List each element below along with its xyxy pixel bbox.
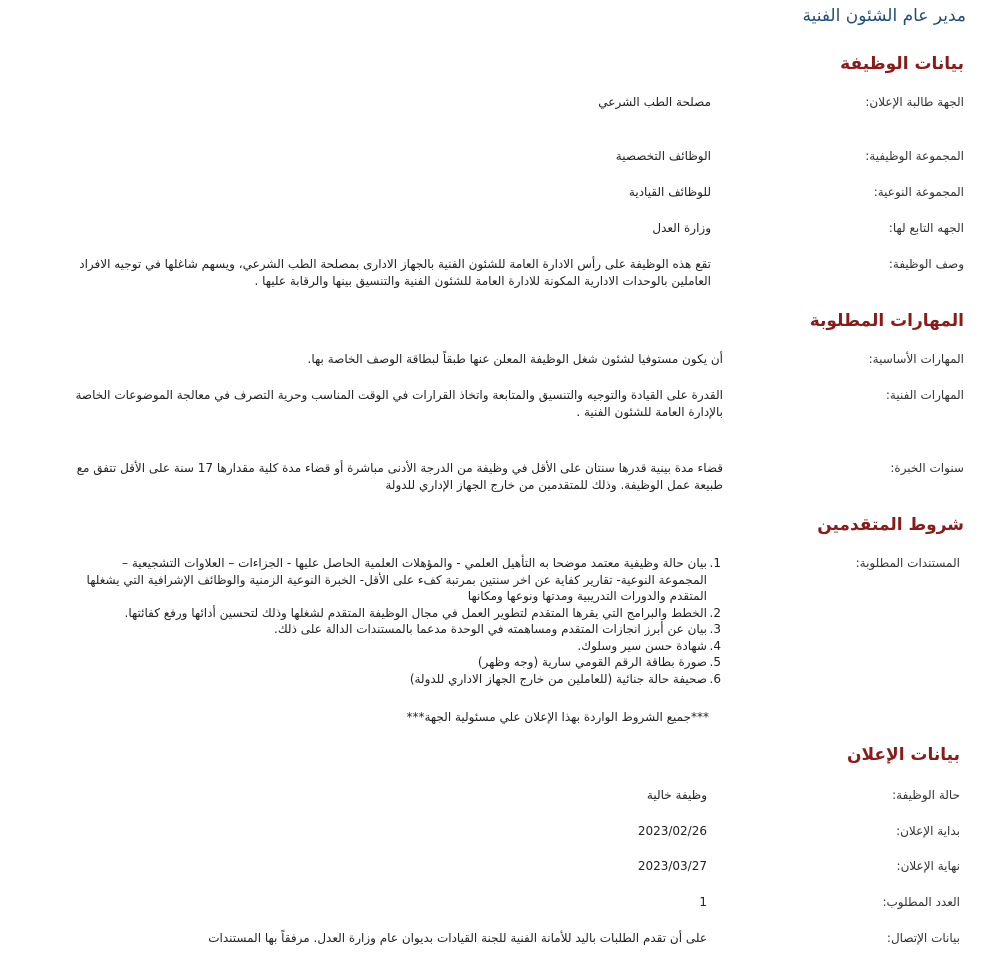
document-item-text: الخطط والبرامج التي يقرها المتقدم لتطوير العمل في مجال الوظيفة المتقدم لشغلها وذلك لتحسين أدائها ورفع كفائتها. [124, 605, 707, 620]
document-item [71, 605, 721, 622]
document-item-text: بيان حالة وظيفية معتمد موضحا به التأهيل العلمي - والمؤهلات العلمية الحاصل عليها - الجزاءات – العلاوات التشجيعية – المجموعة النوعية- تقارير كفاية عن اخر سنتين بمرتبة كفء على الأقل- الخبرة النوعية الزمنية والوظائف الإشرافية التي يشغلها المتقدم والدورات التدريبية ومدتها ونوعها ومكانها [86, 556, 707, 603]
document-item [71, 671, 721, 688]
technical-skills-value: القدرة على القيادة والتوجيه والتنسيق والمتابعة واتخاذ القرارات في الوقت المناسب وحرية التصرف في معالجة الموضوعات الخاصة بالإدارة العامة للشئون الفنية . [75, 388, 723, 419]
section-title-applicant-conditions: شروط المتقدمين [817, 515, 964, 535]
required-count-label: العدد المطلوب: [882, 895, 960, 909]
requesting-entity-label: الجهة طالبة الإعلان: [865, 95, 964, 109]
start-date-label: بداية الإعلان: [896, 824, 960, 838]
document-item-number: 3. [709, 622, 721, 636]
job-title: مدير عام الشئون الفنية [802, 6, 966, 26]
experience-years-value: قضاء مدة بينية قدرها سنتان على الأقل في وظيفة من الدرجة الأدنى مباشرة أو قضاء مدة كلية مقدارها 17 سنة على الأقل تتفق مع طبيعة عمل الوظيفة. وذلك للمتقدمين من خارج الجهاز الإداري للدولة [76, 461, 723, 492]
experience-years-label: سنوات الخبرة: [890, 461, 964, 475]
qualitative-group-label: المجموعة النوعية: [873, 185, 964, 199]
document-item-number: 4. [709, 638, 721, 653]
start-date-value: 2023/02/26 [637, 824, 707, 838]
job-status-value: وظيفة خالية [646, 788, 707, 802]
document-item-number: 6. [709, 671, 721, 686]
qualitative-group-value: للوظائف القيادية [628, 185, 711, 199]
document-item-number: 5. [709, 655, 721, 669]
document-item-text: صورة بطاقة الرقم القومي سارية (وجه وظهر) [477, 655, 707, 669]
section-title-announcement: بيانات الإعلان [847, 745, 960, 765]
document-item-text: صحيفة حالة جنائية (للعاملين من خارج الجهاز الاداري للدولة) [409, 671, 707, 686]
documents-list-container [71, 555, 721, 687]
section-title-job-data: بيانات الوظيفة [840, 54, 964, 74]
document-item-number: 2. [709, 605, 721, 620]
job-description-value: تقع هذه الوظيفة على رأس الادارة العامة للشئون الفنية بالجهاز الادارى بمصلحة الطب الشرعي، ويسهم شاغلها في توجيه الافراد العاملين بالوحدات الادارية المكونة للادارة العامة للشئون الفنية والتنسيق بينها والرقابة عليها . [79, 257, 711, 288]
job-group-value: الوظائف التخصصية [615, 149, 711, 163]
document-item [71, 638, 721, 655]
document-item [71, 555, 721, 605]
documents-list [71, 555, 721, 687]
required-documents-label: المستندات المطلوبة: [855, 556, 960, 570]
job-description-label: وصف الوظيفة: [888, 257, 964, 271]
document-item-number: 1. [709, 556, 721, 570]
affiliated-entity-value: وزارة العدل [652, 221, 711, 235]
contact-value: على أن تقدم الطلبات باليد للأمانة الفنية للجنة القيادات بديوان عام وزارة العدل. مرفقاً بها المستندات [208, 931, 707, 945]
required-count-value: 1 [699, 895, 707, 909]
end-date-value: 2023/03/27 [637, 859, 707, 873]
basic-skills-value: أن يكون مستوفيا لشئون شغل الوظيفة المعلن عنها طبقاً لبطاقة الوصف الخاصة بها. [307, 352, 723, 366]
contact-label: بيانات الإتصال: [886, 931, 960, 945]
document-item [71, 621, 721, 638]
section-title-skills: المهارات المطلوبة [809, 311, 964, 331]
basic-skills-label: المهارات الأساسية: [868, 352, 964, 366]
document-item [71, 654, 721, 671]
document-item-text: شهادة حسن سير وسلوك. [577, 638, 707, 653]
requesting-entity-value: مصلحة الطب الشرعي [598, 95, 711, 109]
technical-skills-label: المهارات الفنية: [885, 388, 964, 402]
conditions-note: ***جميع الشروط الواردة بهذا الإعلان علي مسئولية الجهة*** [406, 710, 709, 724]
job-group-label: المجموعة الوظيفية: [865, 149, 964, 163]
job-status-label: حالة الوظيفة: [892, 788, 960, 802]
affiliated-entity-label: الجهه التابع لها: [888, 221, 964, 235]
end-date-label: نهاية الإعلان: [896, 859, 960, 873]
document-item-text: بيان عن أبرز انجازات المتقدم ومساهمته في الوحدة مدعما بالمستندات الدالة على ذلك. [274, 622, 707, 636]
